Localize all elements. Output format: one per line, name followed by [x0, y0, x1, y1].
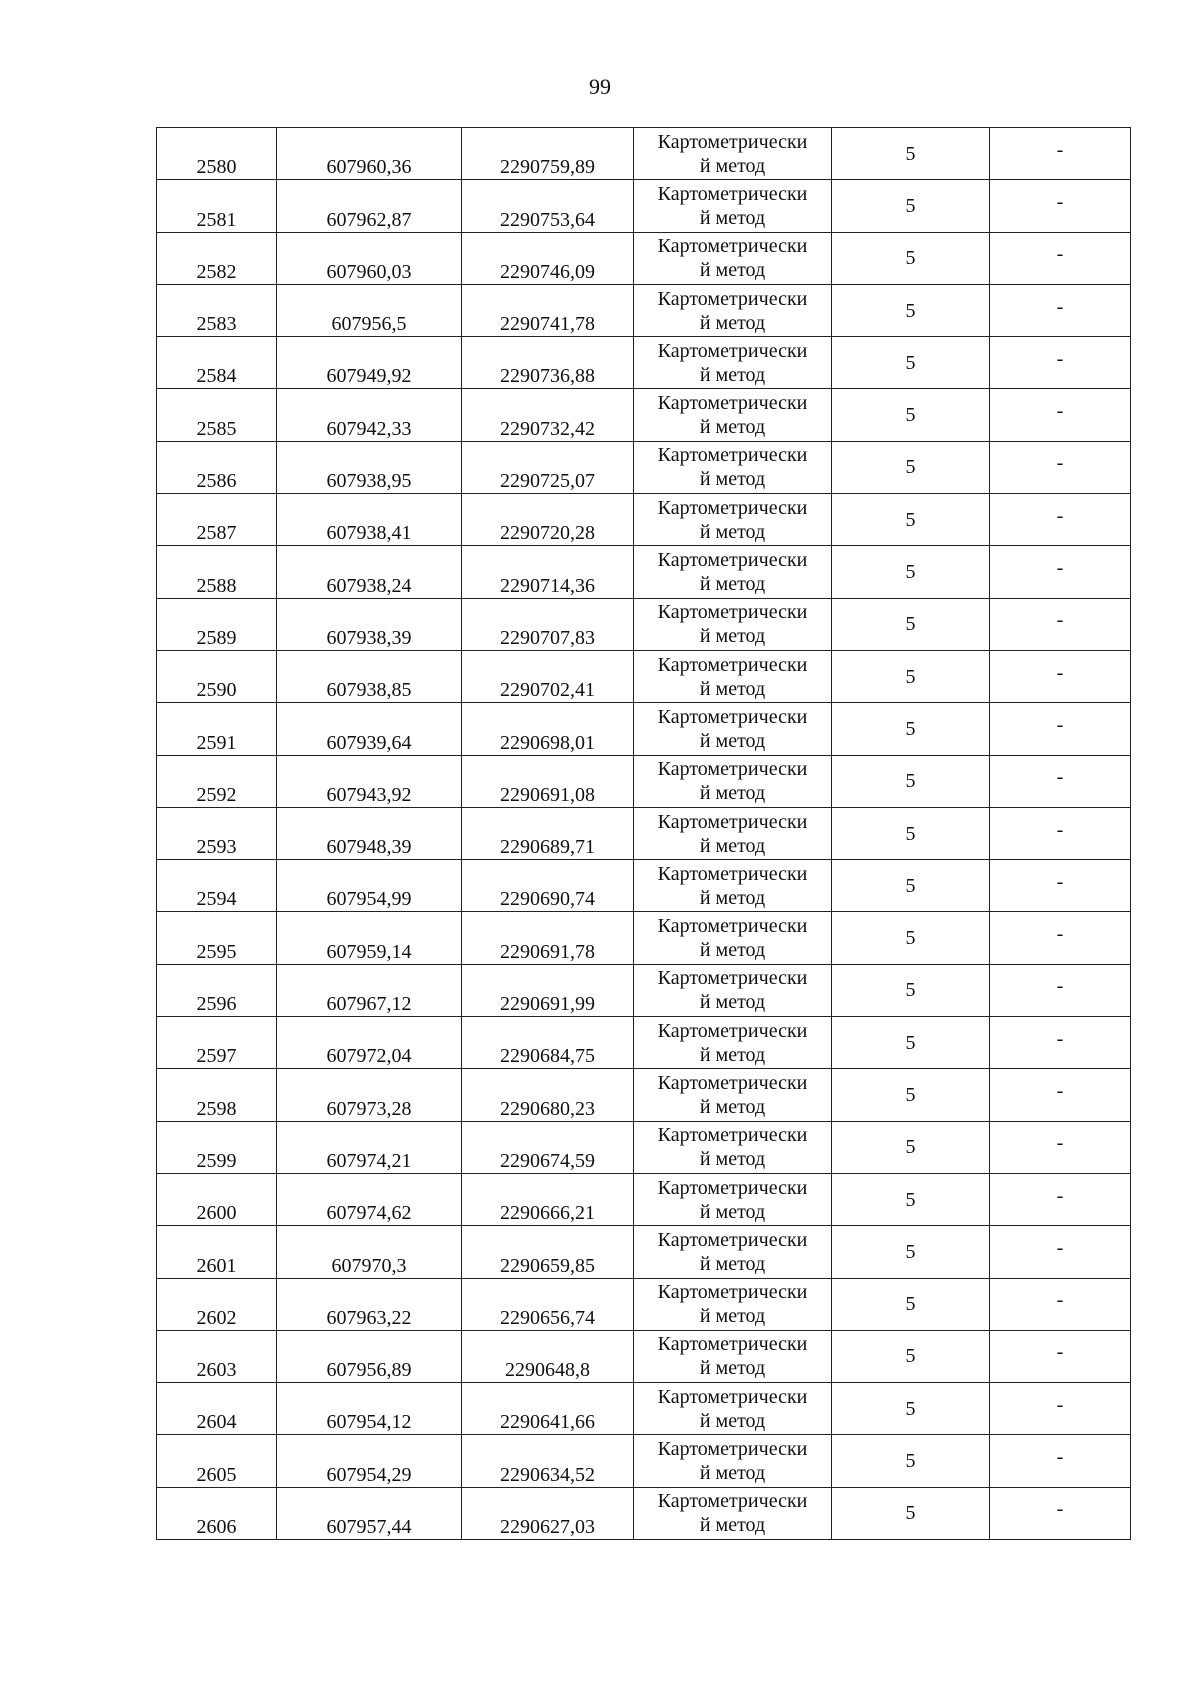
method-cell	[634, 441, 832, 493]
y-coordinate-cell: 2290691,08	[462, 755, 634, 807]
y-coordinate-cell: 2290690,74	[462, 860, 634, 912]
x-coordinate-cell: 607972,04	[277, 1017, 462, 1069]
accuracy-cell: 5	[832, 180, 990, 232]
accuracy-cell: 5	[832, 1278, 990, 1330]
y-coordinate-cell: 2290725,07	[462, 441, 634, 493]
note-value: -	[1056, 1498, 1064, 1521]
x-coordinate-cell: 607960,36	[277, 128, 462, 180]
point-number-cell: 2586	[157, 441, 277, 493]
note-cell	[990, 337, 1131, 389]
x-coordinate-cell: 607938,95	[277, 441, 462, 493]
method-line-1: Картометрически	[657, 1124, 808, 1147]
accuracy-cell: 5	[832, 860, 990, 912]
accuracy-cell: 5	[832, 912, 990, 964]
method-cell	[634, 1487, 832, 1539]
method-line-2: й метод	[699, 991, 766, 1014]
note-cell	[990, 284, 1131, 336]
method-cell	[634, 546, 832, 598]
y-coordinate-cell: 2290732,42	[462, 389, 634, 441]
table-row	[157, 389, 1131, 441]
note-value: -	[1056, 190, 1064, 213]
note-cell	[990, 389, 1131, 441]
note-cell	[990, 180, 1131, 232]
method-cell	[634, 755, 832, 807]
point-number-cell: 2600	[157, 1173, 277, 1225]
x-coordinate-cell: 607948,39	[277, 807, 462, 859]
method-line-1: Картометрически	[657, 1333, 808, 1356]
accuracy-cell: 5	[832, 964, 990, 1016]
accuracy-cell: 5	[832, 755, 990, 807]
note-cell	[990, 1173, 1131, 1225]
method-line-2: й метод	[699, 1514, 766, 1537]
point-number-cell: 2592	[157, 755, 277, 807]
table-row	[157, 703, 1131, 755]
table-row	[157, 284, 1131, 336]
y-coordinate-cell: 2290753,64	[462, 180, 634, 232]
method-line-1: Картометрически	[657, 653, 808, 676]
x-coordinate-cell: 607938,39	[277, 598, 462, 650]
point-number-cell: 2581	[157, 180, 277, 232]
table-row	[157, 598, 1131, 650]
note-value: -	[1056, 1289, 1064, 1312]
table-row	[157, 912, 1131, 964]
method-line-2: й метод	[699, 834, 766, 857]
table-row	[157, 232, 1131, 284]
method-line-1: Картометрически	[657, 496, 808, 519]
x-coordinate-cell: 607974,62	[277, 1173, 462, 1225]
method-line-2: й метод	[699, 1305, 766, 1328]
point-number-cell: 2595	[157, 912, 277, 964]
accuracy-cell: 5	[832, 441, 990, 493]
note-cell	[990, 964, 1131, 1016]
table-row	[157, 1330, 1131, 1382]
accuracy-cell: 5	[832, 494, 990, 546]
point-number-cell: 2605	[157, 1435, 277, 1487]
x-coordinate-cell: 607963,22	[277, 1278, 462, 1330]
method-cell	[634, 494, 832, 546]
accuracy-cell: 5	[832, 1226, 990, 1278]
y-coordinate-cell: 2290648,8	[462, 1330, 634, 1382]
table-row	[157, 1487, 1131, 1539]
note-value: -	[1056, 1027, 1064, 1050]
table-row	[157, 860, 1131, 912]
method-line-2: й метод	[699, 782, 766, 805]
x-coordinate-cell: 607943,92	[277, 755, 462, 807]
y-coordinate-cell: 2290707,83	[462, 598, 634, 650]
note-cell	[990, 1069, 1131, 1121]
accuracy-cell: 5	[832, 284, 990, 336]
table-row	[157, 1383, 1131, 1435]
method-line-2: й метод	[699, 573, 766, 596]
table-row	[157, 650, 1131, 702]
point-number-cell: 2593	[157, 807, 277, 859]
point-number-cell: 2580	[157, 128, 277, 180]
note-value: -	[1056, 295, 1064, 318]
point-number-cell: 2587	[157, 494, 277, 546]
y-coordinate-cell: 2290634,52	[462, 1435, 634, 1487]
accuracy-cell: 5	[832, 337, 990, 389]
x-coordinate-cell: 607962,87	[277, 180, 462, 232]
method-cell	[634, 807, 832, 859]
accuracy-cell: 5	[832, 1069, 990, 1121]
note-value: -	[1056, 1236, 1064, 1259]
note-cell	[990, 494, 1131, 546]
method-line-2: й метод	[699, 468, 766, 491]
method-cell	[634, 1278, 832, 1330]
accuracy-cell: 5	[832, 1173, 990, 1225]
x-coordinate-cell: 607957,44	[277, 1487, 462, 1539]
note-cell	[990, 546, 1131, 598]
note-value: -	[1056, 713, 1064, 736]
method-cell	[634, 650, 832, 702]
method-line-2: й метод	[699, 625, 766, 648]
method-line-2: й метод	[699, 154, 766, 177]
note-value: -	[1056, 609, 1064, 632]
accuracy-cell: 5	[832, 703, 990, 755]
coordinates-table	[156, 127, 1131, 1540]
point-number-cell: 2599	[157, 1121, 277, 1173]
table-row	[157, 128, 1131, 180]
method-cell	[634, 1330, 832, 1382]
x-coordinate-cell: 607967,12	[277, 964, 462, 1016]
note-cell	[990, 1226, 1131, 1278]
note-cell	[990, 912, 1131, 964]
method-cell	[634, 180, 832, 232]
method-line-1: Картометрически	[657, 810, 808, 833]
y-coordinate-cell: 2290759,89	[462, 128, 634, 180]
note-cell	[990, 232, 1131, 284]
method-line-1: Картометрически	[657, 1071, 808, 1094]
note-value: -	[1056, 975, 1064, 998]
x-coordinate-cell: 607960,03	[277, 232, 462, 284]
method-line-2: й метод	[699, 1462, 766, 1485]
table-row	[157, 337, 1131, 389]
method-line-2: й метод	[699, 1200, 766, 1223]
note-cell	[990, 1435, 1131, 1487]
y-coordinate-cell: 2290698,01	[462, 703, 634, 755]
method-line-2: й метод	[699, 1252, 766, 1275]
table-row	[157, 441, 1131, 493]
note-value: -	[1056, 243, 1064, 266]
method-line-1: Картометрически	[657, 1019, 808, 1042]
method-cell	[634, 232, 832, 284]
accuracy-cell: 5	[832, 232, 990, 284]
note-value: -	[1056, 1132, 1064, 1155]
method-line-1: Картометрически	[657, 758, 808, 781]
table-row	[157, 180, 1131, 232]
y-coordinate-cell: 2290684,75	[462, 1017, 634, 1069]
accuracy-cell: 5	[832, 650, 990, 702]
x-coordinate-cell: 607956,89	[277, 1330, 462, 1382]
x-coordinate-cell: 607942,33	[277, 389, 462, 441]
note-value: -	[1056, 452, 1064, 475]
method-line-1: Картометрически	[657, 1490, 808, 1513]
point-number-cell: 2602	[157, 1278, 277, 1330]
method-cell	[634, 598, 832, 650]
method-line-1: Картометрически	[657, 1228, 808, 1251]
method-cell	[634, 284, 832, 336]
point-number-cell: 2585	[157, 389, 277, 441]
method-line-1: Картометрически	[657, 1281, 808, 1304]
x-coordinate-cell: 607954,99	[277, 860, 462, 912]
accuracy-cell: 5	[832, 1383, 990, 1435]
method-line-1: Картометрически	[657, 1385, 808, 1408]
note-value: -	[1056, 766, 1064, 789]
table-row	[157, 1069, 1131, 1121]
method-line-2: й метод	[699, 729, 766, 752]
note-value: -	[1056, 1393, 1064, 1416]
y-coordinate-cell: 2290746,09	[462, 232, 634, 284]
method-line-1: Картометрически	[657, 1438, 808, 1461]
accuracy-cell: 5	[832, 598, 990, 650]
table-row	[157, 546, 1131, 598]
method-line-2: й метод	[699, 1148, 766, 1171]
method-cell	[634, 1435, 832, 1487]
note-cell	[990, 1330, 1131, 1382]
method-cell	[634, 389, 832, 441]
note-value: -	[1056, 1446, 1064, 1469]
y-coordinate-cell: 2290680,23	[462, 1069, 634, 1121]
note-value: -	[1056, 347, 1064, 370]
y-coordinate-cell: 2290741,78	[462, 284, 634, 336]
note-value: -	[1056, 138, 1064, 161]
method-line-2: й метод	[699, 520, 766, 543]
method-line-1: Картометрически	[657, 549, 808, 572]
point-number-cell: 2591	[157, 703, 277, 755]
note-value: -	[1056, 557, 1064, 580]
accuracy-cell: 5	[832, 546, 990, 598]
y-coordinate-cell: 2290714,36	[462, 546, 634, 598]
method-line-2: й метод	[699, 677, 766, 700]
method-cell	[634, 1383, 832, 1435]
method-cell	[634, 964, 832, 1016]
note-cell	[990, 598, 1131, 650]
method-line-2: й метод	[699, 939, 766, 962]
y-coordinate-cell: 2290627,03	[462, 1487, 634, 1539]
point-number-cell: 2584	[157, 337, 277, 389]
y-coordinate-cell: 2290720,28	[462, 494, 634, 546]
method-line-2: й метод	[699, 206, 766, 229]
table-row	[157, 1435, 1131, 1487]
coordinates-table-body	[157, 128, 1131, 1540]
page-number: 99	[589, 74, 611, 99]
note-value: -	[1056, 923, 1064, 946]
note-cell	[990, 807, 1131, 859]
point-number-cell: 2597	[157, 1017, 277, 1069]
note-cell	[990, 1278, 1131, 1330]
note-cell	[990, 703, 1131, 755]
y-coordinate-cell: 2290641,66	[462, 1383, 634, 1435]
y-coordinate-cell: 2290666,21	[462, 1173, 634, 1225]
table-row	[157, 964, 1131, 1016]
x-coordinate-cell: 607956,5	[277, 284, 462, 336]
point-number-cell: 2604	[157, 1383, 277, 1435]
method-line-1: Картометрически	[657, 235, 808, 258]
method-cell	[634, 1121, 832, 1173]
method-line-2: й метод	[699, 311, 766, 334]
accuracy-cell: 5	[832, 1121, 990, 1173]
x-coordinate-cell: 607938,41	[277, 494, 462, 546]
method-cell	[634, 1226, 832, 1278]
method-line-2: й метод	[699, 259, 766, 282]
method-line-2: й метод	[699, 1043, 766, 1066]
method-line-1: Картометрически	[657, 967, 808, 990]
method-cell	[634, 1017, 832, 1069]
table-row	[157, 494, 1131, 546]
method-line-1: Картометрически	[657, 392, 808, 415]
y-coordinate-cell: 2290659,85	[462, 1226, 634, 1278]
table-row	[157, 1173, 1131, 1225]
y-coordinate-cell: 2290702,41	[462, 650, 634, 702]
y-coordinate-cell: 2290674,59	[462, 1121, 634, 1173]
method-line-1: Картометрически	[657, 705, 808, 728]
x-coordinate-cell: 607954,29	[277, 1435, 462, 1487]
x-coordinate-cell: 607939,64	[277, 703, 462, 755]
x-coordinate-cell: 607949,92	[277, 337, 462, 389]
point-number-cell: 2594	[157, 860, 277, 912]
table-row	[157, 1017, 1131, 1069]
point-number-cell: 2590	[157, 650, 277, 702]
note-value: -	[1056, 1079, 1064, 1102]
note-cell	[990, 755, 1131, 807]
y-coordinate-cell: 2290691,99	[462, 964, 634, 1016]
point-number-cell: 2603	[157, 1330, 277, 1382]
accuracy-cell: 5	[832, 1487, 990, 1539]
method-line-1: Картометрически	[657, 915, 808, 938]
note-value: -	[1056, 870, 1064, 893]
accuracy-cell: 5	[832, 1017, 990, 1069]
table-row	[157, 807, 1131, 859]
note-value: -	[1056, 818, 1064, 841]
method-cell	[634, 1069, 832, 1121]
note-cell	[990, 1487, 1131, 1539]
point-number-cell: 2589	[157, 598, 277, 650]
note-value: -	[1056, 400, 1064, 423]
x-coordinate-cell: 607959,14	[277, 912, 462, 964]
point-number-cell: 2596	[157, 964, 277, 1016]
method-line-1: Картометрически	[657, 287, 808, 310]
method-line-1: Картометрически	[657, 601, 808, 624]
note-value: -	[1056, 1184, 1064, 1207]
method-line-1: Картометрически	[657, 862, 808, 885]
method-line-1: Картометрически	[657, 182, 808, 205]
accuracy-cell: 5	[832, 1330, 990, 1382]
method-line-2: й метод	[699, 1409, 766, 1432]
note-cell	[990, 650, 1131, 702]
x-coordinate-cell: 607938,24	[277, 546, 462, 598]
note-value: -	[1056, 504, 1064, 527]
accuracy-cell: 5	[832, 128, 990, 180]
method-line-2: й метод	[699, 1095, 766, 1118]
x-coordinate-cell: 607974,21	[277, 1121, 462, 1173]
x-coordinate-cell: 607973,28	[277, 1069, 462, 1121]
note-cell	[990, 1383, 1131, 1435]
method-cell	[634, 703, 832, 755]
point-number-cell: 2582	[157, 232, 277, 284]
point-number-cell: 2606	[157, 1487, 277, 1539]
note-value: -	[1056, 661, 1064, 684]
point-number-cell: 2601	[157, 1226, 277, 1278]
method-line-1: Картометрически	[657, 444, 808, 467]
x-coordinate-cell: 607954,12	[277, 1383, 462, 1435]
accuracy-cell: 5	[832, 389, 990, 441]
note-value: -	[1056, 1341, 1064, 1364]
y-coordinate-cell: 2290689,71	[462, 807, 634, 859]
table-row	[157, 755, 1131, 807]
note-cell	[990, 1121, 1131, 1173]
method-cell	[634, 1173, 832, 1225]
method-line-2: й метод	[699, 886, 766, 909]
method-line-2: й метод	[699, 363, 766, 386]
table-row	[157, 1278, 1131, 1330]
x-coordinate-cell: 607938,85	[277, 650, 462, 702]
y-coordinate-cell: 2290656,74	[462, 1278, 634, 1330]
point-number-cell: 2588	[157, 546, 277, 598]
y-coordinate-cell: 2290736,88	[462, 337, 634, 389]
note-cell	[990, 1017, 1131, 1069]
point-number-cell: 2583	[157, 284, 277, 336]
y-coordinate-cell: 2290691,78	[462, 912, 634, 964]
note-cell	[990, 860, 1131, 912]
accuracy-cell: 5	[832, 1435, 990, 1487]
note-cell	[990, 128, 1131, 180]
method-cell	[634, 860, 832, 912]
method-line-2: й метод	[699, 416, 766, 439]
method-line-1: Картометрически	[657, 339, 808, 362]
point-number-cell: 2598	[157, 1069, 277, 1121]
table-row	[157, 1121, 1131, 1173]
accuracy-cell: 5	[832, 807, 990, 859]
method-line-1: Картометрически	[657, 1176, 808, 1199]
method-line-2: й метод	[699, 1357, 766, 1380]
table-row	[157, 1226, 1131, 1278]
method-line-1: Картометрически	[657, 130, 808, 153]
method-cell	[634, 912, 832, 964]
note-cell	[990, 441, 1131, 493]
method-cell	[634, 337, 832, 389]
x-coordinate-cell: 607970,3	[277, 1226, 462, 1278]
method-cell	[634, 128, 832, 180]
